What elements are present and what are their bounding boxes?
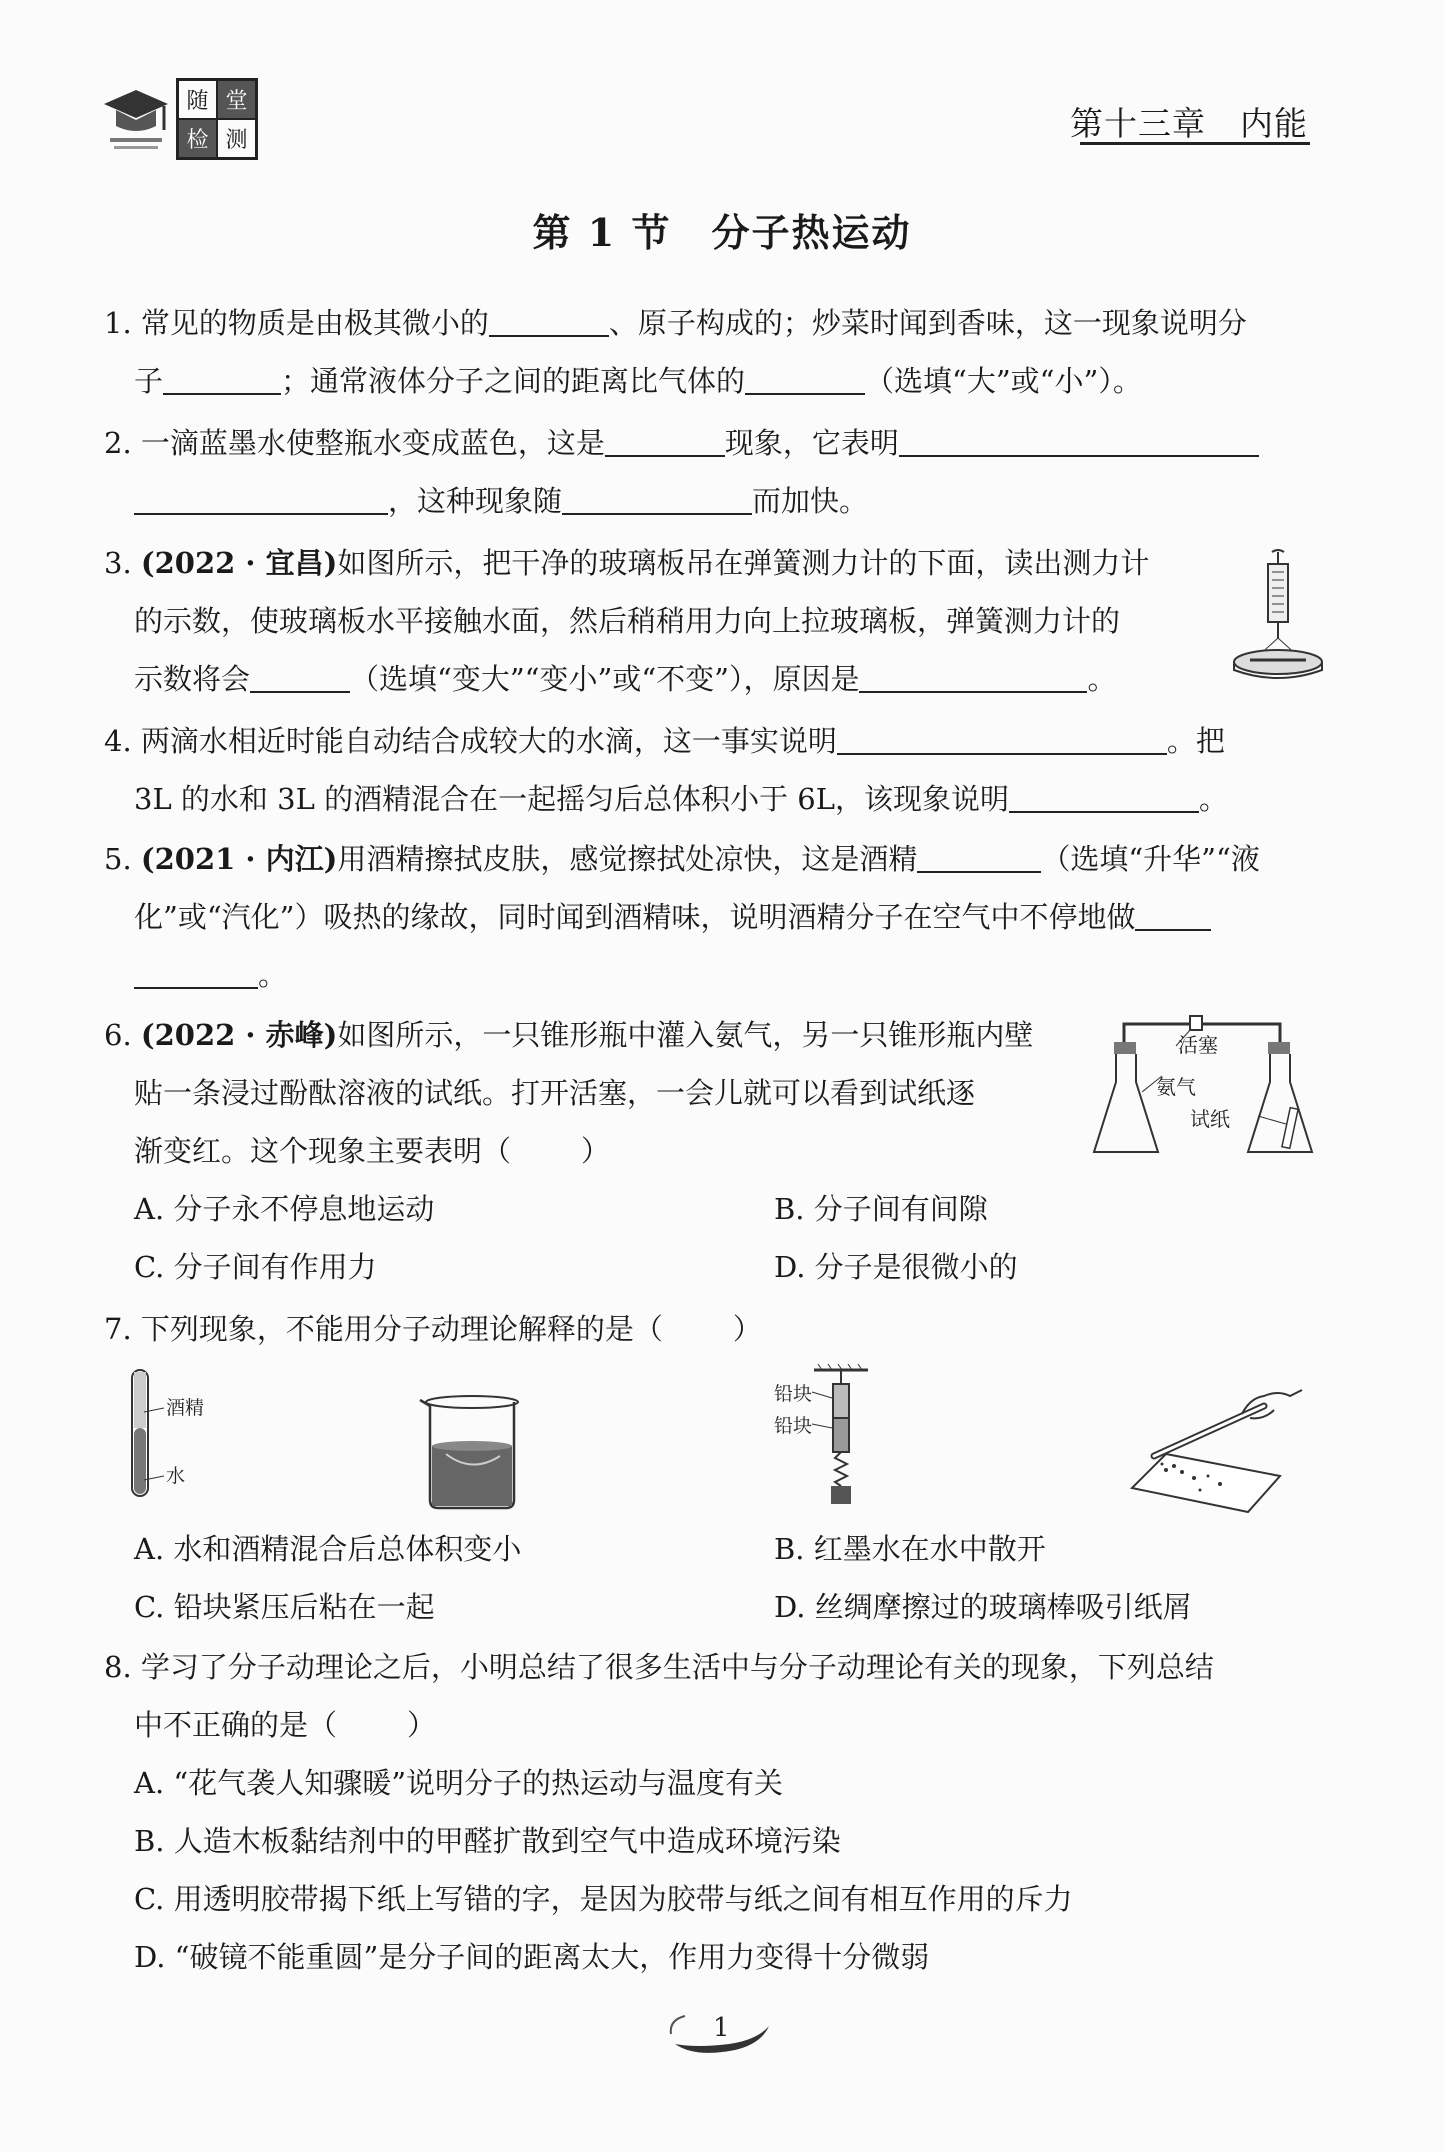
flasks-figure bbox=[1090, 1012, 1314, 1162]
q8-text: 8. 学习了分子动理论之后，小明总结了很多生活中与分子动理论有关的现象，下列总结 bbox=[104, 1650, 1214, 1684]
beaker-figure bbox=[416, 1394, 528, 1512]
lead-blocks-figure bbox=[774, 1364, 894, 1512]
answer-blank[interactable] bbox=[1135, 899, 1211, 931]
answer-blank[interactable] bbox=[899, 425, 1259, 457]
q5-text: 用酒精擦拭皮肤，感觉擦拭处凉快，这是酒精 bbox=[337, 842, 918, 876]
q1-text: 子 bbox=[134, 364, 164, 398]
q8-text: 中不正确的是（ bbox=[134, 1708, 338, 1742]
chapter-title: 第十三章 内能 bbox=[1070, 104, 1308, 143]
question-8 bbox=[104, 1638, 1314, 1754]
q2-text: ，这种现象随 bbox=[388, 484, 563, 518]
q3-text: 。 bbox=[1087, 662, 1117, 696]
q4-text: 4. 两滴水相近时能自动结合成较大的水滴，这一事实说明 bbox=[104, 724, 837, 758]
q8-option-c[interactable]: C. 用透明胶带揭下纸上写错的字，是因为胶带与纸之间有相互作用的斥力 bbox=[134, 1882, 1073, 1916]
q1-text: （选填“大”或“小”）。 bbox=[865, 364, 1142, 398]
question-source: (2022 · 赤峰) bbox=[140, 1018, 338, 1052]
logo-char: 检 bbox=[178, 119, 217, 158]
q7-option-a[interactable]: A. 水和酒精混合后总体积变小 bbox=[134, 1532, 522, 1566]
q5-text: 。 bbox=[258, 958, 288, 992]
logo-char: 堂 bbox=[217, 80, 256, 119]
q1-text: 1. 常见的物质是由极其微小的 bbox=[104, 306, 489, 340]
q6-option-a[interactable]: A. 分子永不停息地运动 bbox=[134, 1192, 435, 1226]
q6-text: 渐变红。这个现象主要表明（ bbox=[134, 1134, 512, 1168]
spring-scale-figure bbox=[1228, 548, 1328, 688]
answer-blank[interactable] bbox=[163, 363, 281, 395]
valve-label: 活塞 bbox=[1178, 1033, 1218, 1057]
q8-option-a[interactable]: A. “花气袭人知骤暖”说明分子的热运动与温度有关 bbox=[134, 1766, 784, 1800]
q7-text: ） bbox=[732, 1312, 762, 1346]
answer-blank[interactable] bbox=[1009, 781, 1199, 813]
answer-blank[interactable] bbox=[250, 661, 350, 693]
q7-text: 7. 下列现象，不能用分子动理论解释的是（ bbox=[104, 1312, 663, 1346]
q8-option-b[interactable]: B. 人造木板黏结剂中的甲醛扩散到空气中造成环境污染 bbox=[134, 1824, 841, 1858]
q6-text: 贴一条浸过酚酞溶液的试纸。打开活塞，一会儿就可以看到试纸逐 bbox=[134, 1076, 976, 1110]
q8-text: ） bbox=[407, 1708, 437, 1742]
q4-text: 。把 bbox=[1166, 724, 1225, 758]
question-5 bbox=[104, 830, 1314, 1004]
test-paper-label: 试纸 bbox=[1190, 1107, 1230, 1131]
lead-block-label-2: 铅块 bbox=[774, 1415, 813, 1437]
header-rule bbox=[1080, 142, 1310, 145]
water-label: 水 bbox=[166, 1465, 186, 1487]
page-number-badge bbox=[665, 2000, 775, 2060]
lead-block-label-1: 铅块 bbox=[774, 1383, 813, 1405]
q3-text: 的示数，使玻璃板水平接触水面，然后稍稍用力向上拉玻璃板，弹簧测力计的 bbox=[134, 604, 1121, 638]
answer-blank[interactable] bbox=[562, 483, 752, 515]
q1-text: ；通常液体分子之间的距离比气体的 bbox=[281, 364, 746, 398]
glass-rod-figure bbox=[1124, 1384, 1304, 1514]
q6-option-b[interactable]: B. 分子间有间隙 bbox=[774, 1192, 988, 1226]
answer-blank[interactable] bbox=[837, 723, 1167, 755]
q6-text: ） bbox=[581, 1134, 611, 1168]
q4-text: 3L 的水和 3L 的酒精混合在一起摇匀后总体积小于 6L，该现象说明 bbox=[134, 782, 1009, 816]
q2-text: 现象，它表明 bbox=[724, 426, 899, 460]
question-4 bbox=[104, 712, 1314, 828]
q3-text: 示数将会 bbox=[134, 662, 251, 696]
section-title: 第 1 节 分子热运动 bbox=[532, 210, 912, 255]
logo-char: 测 bbox=[217, 119, 256, 158]
answer-blank[interactable] bbox=[745, 363, 865, 395]
answer-blank[interactable] bbox=[605, 425, 725, 457]
answer-blank[interactable] bbox=[489, 305, 609, 337]
q5-text: 化”或“汽化”）吸热的缘故，同时闻到酒精味，说明酒精分子在空气中不停地做 bbox=[134, 900, 1136, 934]
question-source: (2022 · 宜昌) bbox=[140, 546, 338, 580]
q4-text: 。 bbox=[1199, 782, 1229, 816]
q3-number: 3. bbox=[104, 546, 141, 580]
answer-blank[interactable] bbox=[859, 661, 1087, 693]
q6-option-d[interactable]: D. 分子是很微小的 bbox=[774, 1250, 1018, 1284]
answer-blank[interactable] bbox=[917, 841, 1041, 873]
q6-text: 如图所示，一只锥形瓶中灌入氨气，另一只锥形瓶内壁 bbox=[337, 1018, 1034, 1052]
question-7 bbox=[104, 1300, 1314, 1358]
graduation-cap-icon bbox=[100, 82, 172, 158]
answer-blank[interactable] bbox=[134, 957, 258, 989]
question-3 bbox=[104, 534, 1314, 708]
q1-text: 、原子构成的；炒菜时闻到香味，这一现象说明分 bbox=[608, 306, 1247, 340]
answer-blank[interactable] bbox=[134, 483, 388, 515]
q8-option-d[interactable]: D. “破镜不能重圆”是分子间的距离太大，作用力变得十分微弱 bbox=[134, 1940, 930, 1974]
q6-option-c[interactable]: C. 分子间有作用力 bbox=[134, 1250, 377, 1284]
ammonia-label: 氨气 bbox=[1156, 1075, 1196, 1099]
question-1 bbox=[104, 294, 1314, 410]
q3-text: 如图所示，把干净的玻璃板吊在弹簧测力计的下面，读出测力计 bbox=[337, 546, 1150, 580]
question-2 bbox=[104, 414, 1314, 530]
q5-text: （选填“升华”“液 bbox=[1041, 842, 1260, 876]
q2-text: 2. 一滴蓝墨水使整瓶水变成蓝色，这是 bbox=[104, 426, 605, 460]
page-number: 1 bbox=[713, 2013, 730, 2043]
q6-number: 6. bbox=[104, 1018, 141, 1052]
q7-option-c[interactable]: C. 铅块紧压后粘在一起 bbox=[134, 1590, 435, 1624]
logo-char: 随 bbox=[178, 80, 217, 119]
question-source: (2021 · 内江) bbox=[140, 842, 338, 876]
q2-text: 而加快。 bbox=[752, 484, 869, 518]
logo-grid bbox=[176, 78, 258, 160]
test-tube-figure bbox=[124, 1368, 234, 1508]
q7-option-b[interactable]: B. 红墨水在水中散开 bbox=[774, 1532, 1046, 1566]
logo bbox=[100, 78, 260, 162]
q5-number: 5. bbox=[104, 842, 141, 876]
q3-text: （选填“变大”“变小”或“不变”），原因是 bbox=[350, 662, 860, 696]
q7-option-d[interactable]: D. 丝绸摩擦过的玻璃棒吸引纸屑 bbox=[774, 1590, 1192, 1624]
alcohol-label: 酒精 bbox=[166, 1397, 205, 1419]
